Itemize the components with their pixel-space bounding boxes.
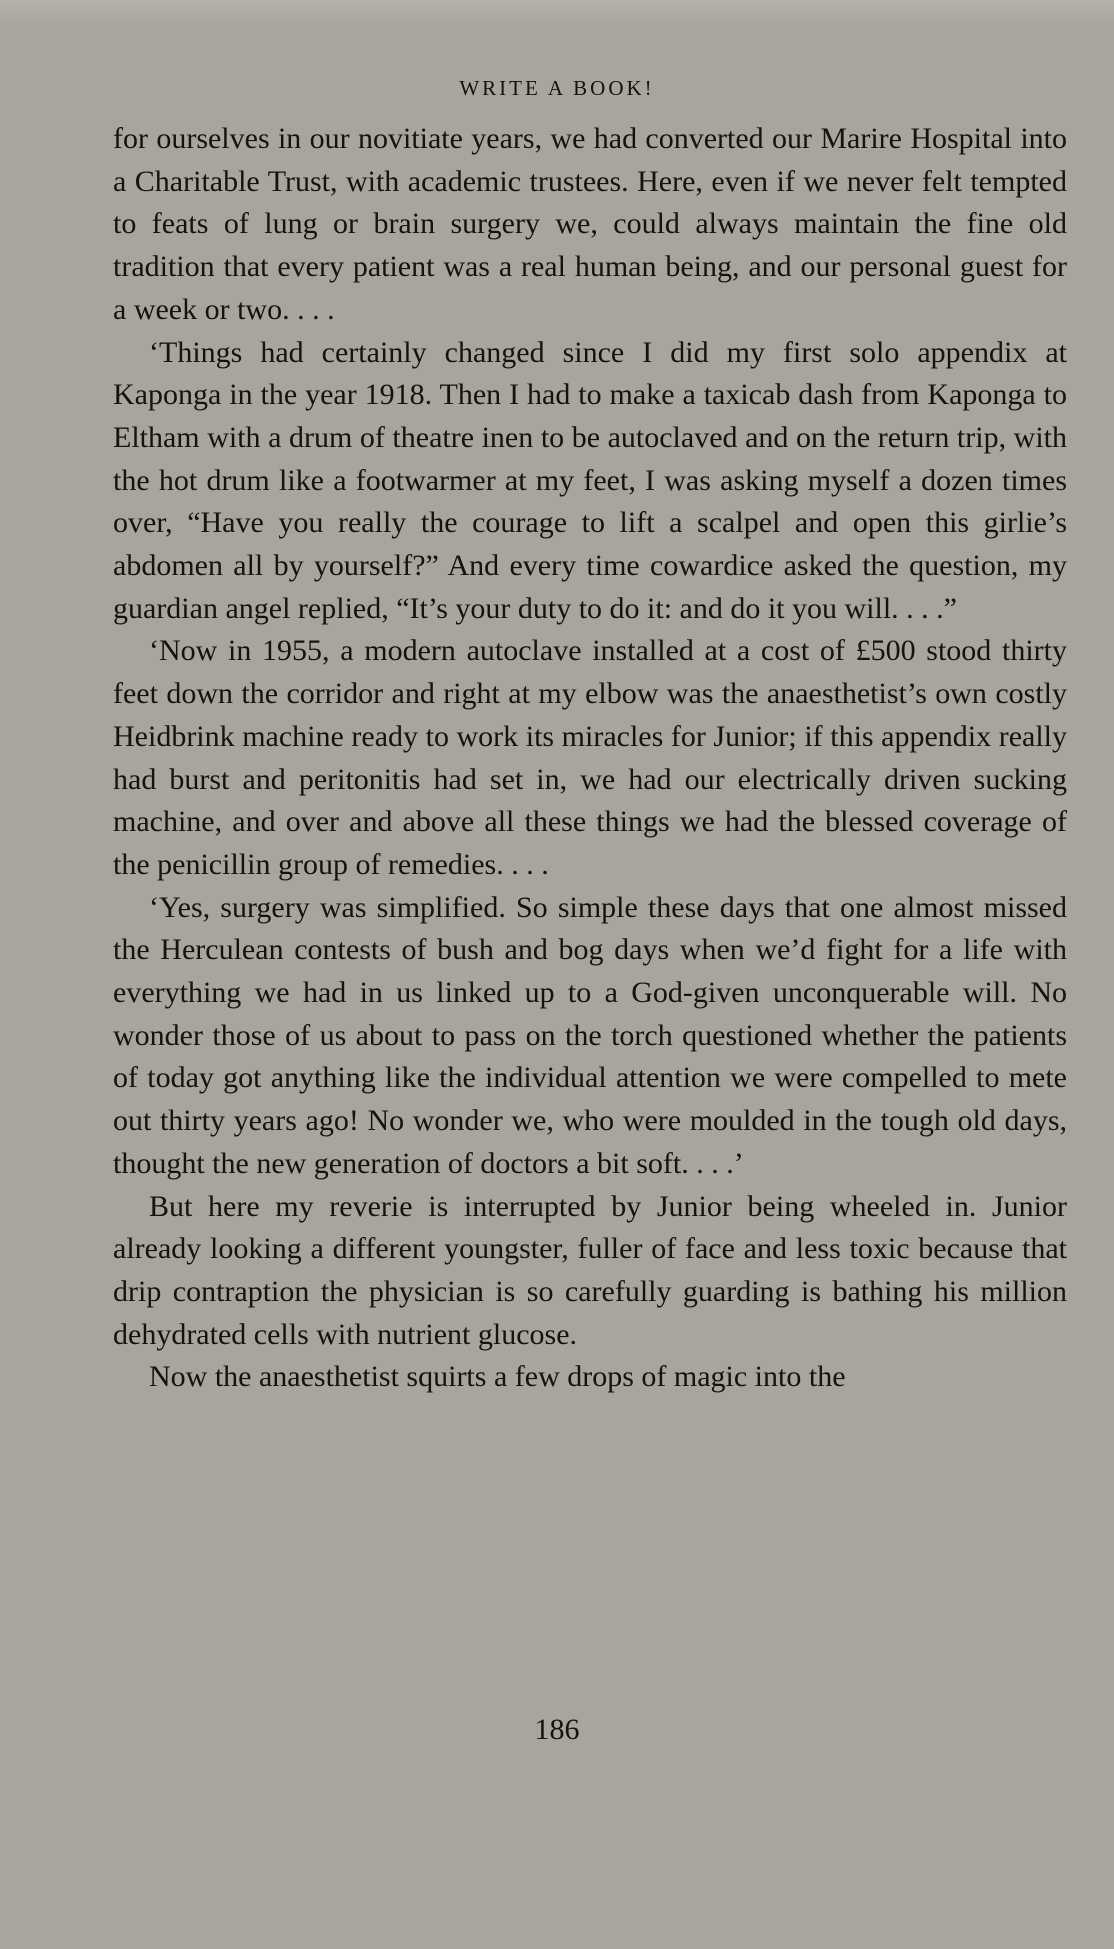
page-number: 186	[534, 1713, 580, 1746]
paragraph-surgery-simplified: ‘Yes, surgery was simplified. So simple these days that one almost missed the Herculean contests of bush and bog days when we’d fight for a life with everything we had in us linked up to a God-given unconquerable will. No wonder those of us about to pass on the torch questioned whether the patients of today got anything like the individual attention we were compelled to mete out thirty years ago! No wonder we, who were moulded in the tough old days, thought the new generation of doctors a bit soft. . . .’	[113, 890, 1067, 1180]
paragraph-continuation: for ourselves in our novitiate years, we had converted our Marire Hospital into a Charitable Trust, with academic trustees. Here, even if we never felt tempted to feats of lung or brain surgery we, could always maintain the fine old tradition that every patient was a real human being, and our personal guest for a week or two. . . .	[113, 122, 1067, 326]
paragraph-kaponga-1918: ‘Things had certainly changed since I did my first solo appendix at Kaponga in the year 1918. Then I had to make a taxicab dash from Kaponga to Eltham with a drum of theatre inen to be autoclaved and on the return trip, with the hot drum like a footwarmer at my feet, I was asking myself a dozen times over, “Have you really the courage to lift a scalpel and open this girlie’s abdomen all by yourself?” And every time cowardice asked the question, my guardian angel replied, “It’s your duty to do it: and do it you will. . . .”	[113, 335, 1067, 625]
paragraph-1955-autoclave: ‘Now in 1955, a modern autoclave installed at a cost of £500 stood thirty feet down the corridor and right at my elbow was the anaesthetist’s own costly Heidbrink machine ready to work its miracles for Junior; if this appendix really had burst and peritonitis had set in, we had our electrically driven sucking machine, and over and above all these things we had the blessed coverage of the penicillin group of remedies. . . .	[113, 634, 1067, 881]
running-head: WRITE A BOOK!	[459, 76, 655, 100]
body-text	[113, 118, 1067, 1399]
page-top-edge	[0, 0, 1114, 30]
paragraph-anaesthetist: Now the anaesthetist squirts a few drops of magic into the	[149, 1360, 846, 1394]
paragraph-junior-wheeled-in: But here my reverie is interrupted by Junior being wheeled in. Junior already looking a different youngster, fuller of face and less toxic because that drip contraption the physician is so carefully guarding is bathing his million dehydrated cells with nutrient glucose.	[113, 1189, 1067, 1351]
